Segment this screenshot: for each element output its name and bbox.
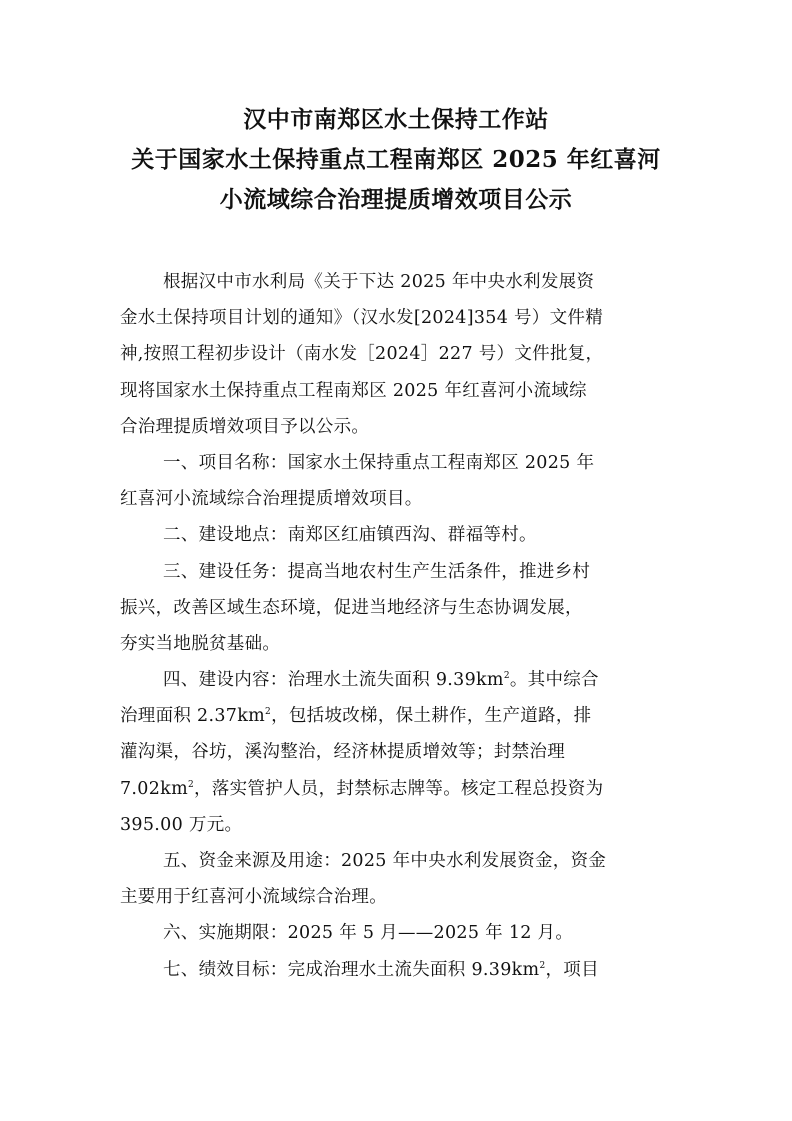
text-line: 夯实当地脱贫基础。 — [120, 633, 281, 654]
text-span: 四、建设内容：治理水土流失面积 9.39km — [163, 670, 504, 691]
text-line — [120, 698, 680, 734]
item-funding — [120, 843, 680, 915]
text-line: 395.00 万元。 — [120, 814, 243, 835]
superscript: 2 — [187, 779, 194, 790]
text-line: 现将国家水土保持重点工程南郑区 2025 年红喜河小流域综 — [120, 380, 587, 401]
title-line-2: 关于国家水土保持重点工程南郑区 2025 年红喜河 — [131, 146, 661, 173]
text-line — [120, 771, 680, 807]
text-line: 金水土保持项目计划的通知》（汉水发[2024]354 号）文件精 — [120, 308, 604, 329]
item-project-name — [120, 445, 680, 517]
item-goals — [120, 952, 680, 988]
text-span: ，包括坡改梯，保土耕作，生产道路，排 — [271, 706, 592, 727]
item-location — [120, 517, 680, 553]
text-span: ，项目 — [545, 959, 599, 980]
text-span: 。其中综合 — [509, 670, 599, 691]
item-tasks — [120, 554, 680, 663]
text-line: 神,按照工程初步设计（南水发［2024］227 号）文件批复， — [120, 344, 604, 365]
document-title — [0, 100, 792, 220]
superscript: 2 — [503, 671, 510, 682]
document-body — [120, 264, 680, 988]
item-content — [120, 662, 680, 843]
text-line: 一、项目名称：国家水土保持重点工程南郑区 2025 年 — [163, 452, 595, 473]
superscript: 2 — [539, 960, 546, 971]
text-line: 三、建设任务：提高当地农村生产生活条件，推进乡村 — [163, 561, 591, 582]
text-line: 红喜河小流域综合治理提质增效项目。 — [120, 489, 423, 510]
intro-paragraph — [120, 264, 680, 445]
text-line — [120, 952, 680, 988]
text-span: 7.02km — [120, 778, 188, 799]
text-span: 七、绩效目标：完成治理水土流失面积 9.39km — [163, 959, 540, 980]
text-line: 六、实施期限：2025 年 5 月——2025 年 12 月。 — [163, 923, 574, 944]
title-line-1: 汉中市南郑区水土保持工作站 — [243, 106, 549, 133]
text-span: ，落实管护人员，封禁标志牌等。核定工程总投资为 — [194, 778, 604, 799]
text-line: 根据汉中市水利局《关于下达 2025 年中央水利发展资 — [163, 272, 595, 292]
item-period — [120, 915, 680, 951]
text-line: 振兴，改善区域生态环境，促进当地经济与生态协调发展， — [120, 597, 583, 618]
text-line: 主要用于红喜河小流域综合治理。 — [120, 887, 387, 908]
text-line: 灌沟渠，谷坊，溪沟整治，经济林提质增效等；封禁治理 — [120, 742, 565, 763]
text-span: 治理面积 2.37km — [120, 706, 266, 727]
text-line: 二、建设地点：南郑区红庙镇西沟、群福等村。 — [163, 525, 537, 546]
superscript: 2 — [265, 707, 272, 718]
text-line: 五、资金来源及用途：2025 年中央水利发展资金，资金 — [163, 851, 607, 871]
text-line: 合治理提质增效项目予以公示。 — [120, 416, 370, 437]
text-line — [120, 662, 680, 698]
title-line-3: 小流域综合治理提质增效项目公示 — [219, 186, 573, 213]
